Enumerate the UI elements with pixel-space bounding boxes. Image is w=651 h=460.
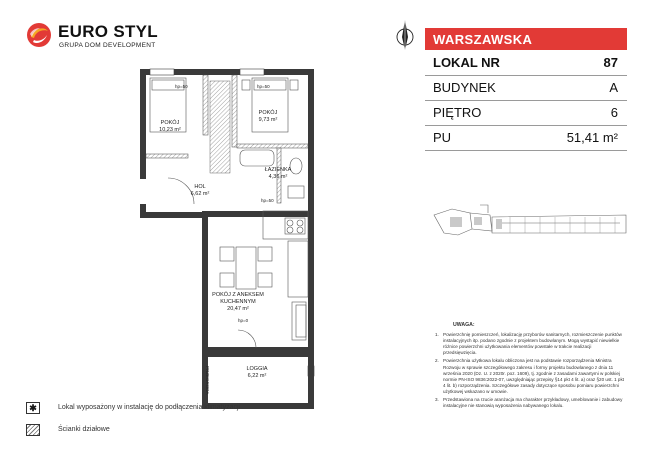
aircon-star-icon: ✱ xyxy=(26,402,40,414)
street-name: WARSZAWSKA xyxy=(433,32,533,47)
room-name: POKÓJ Z ANEKSEM xyxy=(212,292,264,298)
info-value: 51,41 m² xyxy=(566,130,618,145)
room-name: POKÓJ xyxy=(160,120,180,126)
loggia xyxy=(202,353,314,409)
height-label: hp=0 xyxy=(238,318,249,323)
partition-label: PRZEGRODA xyxy=(205,366,210,395)
company-logo xyxy=(26,22,166,52)
room-name: POKÓJ xyxy=(258,110,278,116)
room-area: 6,62 m² xyxy=(190,191,210,197)
info-value: 6 xyxy=(610,105,618,120)
info-row-area xyxy=(425,126,627,151)
logo-swirl-icon xyxy=(26,22,52,48)
height-label: hp=50 xyxy=(175,84,188,89)
room-area: 6,22 m² xyxy=(247,373,267,379)
info-label: BUDYNEK xyxy=(433,80,496,95)
note-item: 2. Powierzchnia użytkowa lokalu obliczona jest na podstawie rozporządzenia Ministra Rozwoju w sprawie szczegółowego zakresu i formy projektu budowlanego z dnia 11 września 2020 (Dz. U. z 2020r. poz. 1609), tj. zgodnie z zasadami zawartymi w polskiej normie PN-ISO 9836:2022-07, uwzględniając przepisy §14 pkt 4 lit. a) oraz §20 ust. 1 pkt 4 lit. b) rozporządzenia. Szczegółowe zasady dotyczące sposobu pomiaru powierzchni użytkowej wskazano w umowie. xyxy=(435,358,625,394)
notes-title: UWAGA: xyxy=(453,322,475,328)
note-item: 1. Powierzchnię pomieszczeń, lokalizację przyborów sanitarnych, rozmieszczenie punktów instalacyjnych itp. podano zgodnie z projektem budowlanym. Mogą wystąpić niewielkie różnice powierzchni użytkowania elementów powstałe w trakcie realizacji przedsięwzięcia. xyxy=(435,332,625,356)
north-arrow-icon xyxy=(393,18,417,52)
info-label: LOKAL NR xyxy=(433,55,500,70)
legend-text: Lokal wyposażony w instalację do podłączenia klimatyzacji xyxy=(58,404,241,411)
location-map xyxy=(430,195,630,253)
room-name: KUCHENNYM xyxy=(220,299,256,305)
info-value: A xyxy=(609,80,618,95)
room-area: 4,36 m² xyxy=(268,174,288,180)
info-row-building xyxy=(425,76,627,101)
note-text: Powierzchnia użytkowa lokalu obliczona jest na podstawie rozporządzenia Ministra Rozwoju w sprawie szczegółowego zakresu i formy projektu budowlanego z dnia 11 września 2020 (Dz. U. z 2020r. poz. 1609), tj. zgodnie z zasadami zawartymi w polskiej normie PN-ISO 9836:2022-07, uwzględniając przepisy §14 pkt 4 lit. a) oraz §20 ust. 1 pkt 4 lit. b) rozporządzenia. Szczegółowe zasady dotyczące sposobu pomiaru powierzchni użytkowej wskazano w umowie. xyxy=(443,358,625,394)
note-text: Przedstawiona na rzucie aranżacja ma charakter przykładowy, umeblowanie i zabudowy instalacyjne nie stanowią wyposażenia nabywanego lokalu. xyxy=(443,397,623,409)
floor-plan xyxy=(128,66,340,410)
note-text: Powierzchnię pomieszczeń, lokalizację przyborów sanitarnych, rozmieszczenie punktów instalacyjnych itp. podano zgodnie z projektem budowlanym. Mogą wystąpić niewielkie różnice powierzchni użytkowania elementów powstałe w trakcie realizacji przedsięwzięcia. xyxy=(443,332,622,356)
legend-text: Ścianki działowe xyxy=(58,426,110,433)
legend-partition xyxy=(26,424,286,440)
street-name-bar xyxy=(425,28,627,50)
legend-aircon xyxy=(26,402,286,418)
room-area: 20,47 m² xyxy=(227,306,249,312)
room-name: HOL xyxy=(194,184,206,190)
logo-name: EURO STYL xyxy=(58,22,158,41)
room-area: 9,73 m² xyxy=(258,117,278,123)
notes-section xyxy=(435,322,625,411)
info-label: PIĘTRO xyxy=(433,105,482,120)
logo-subtitle: GRUPA DOM DEVELOPMENT xyxy=(59,42,156,49)
info-value: 87 xyxy=(603,55,618,70)
room-name: LOGGIA xyxy=(246,366,268,372)
height-label: hp=50 xyxy=(261,198,274,203)
room-area: 10,23 m² xyxy=(159,127,181,133)
info-row-floor xyxy=(425,101,627,126)
info-label: PU xyxy=(433,130,452,145)
info-row-unit-number xyxy=(425,51,627,76)
room-name: ŁAZIENKA xyxy=(264,167,292,173)
note-item: 3. Przedstawiona na rzucie aranżacja ma charakter przykładowy, umeblowanie i zabudowy instalacyjne nie stanowią wyposażenia nabywanego lokalu. xyxy=(435,397,625,409)
height-label: hp=50 xyxy=(257,84,270,89)
partition-hatch-icon xyxy=(26,424,40,436)
